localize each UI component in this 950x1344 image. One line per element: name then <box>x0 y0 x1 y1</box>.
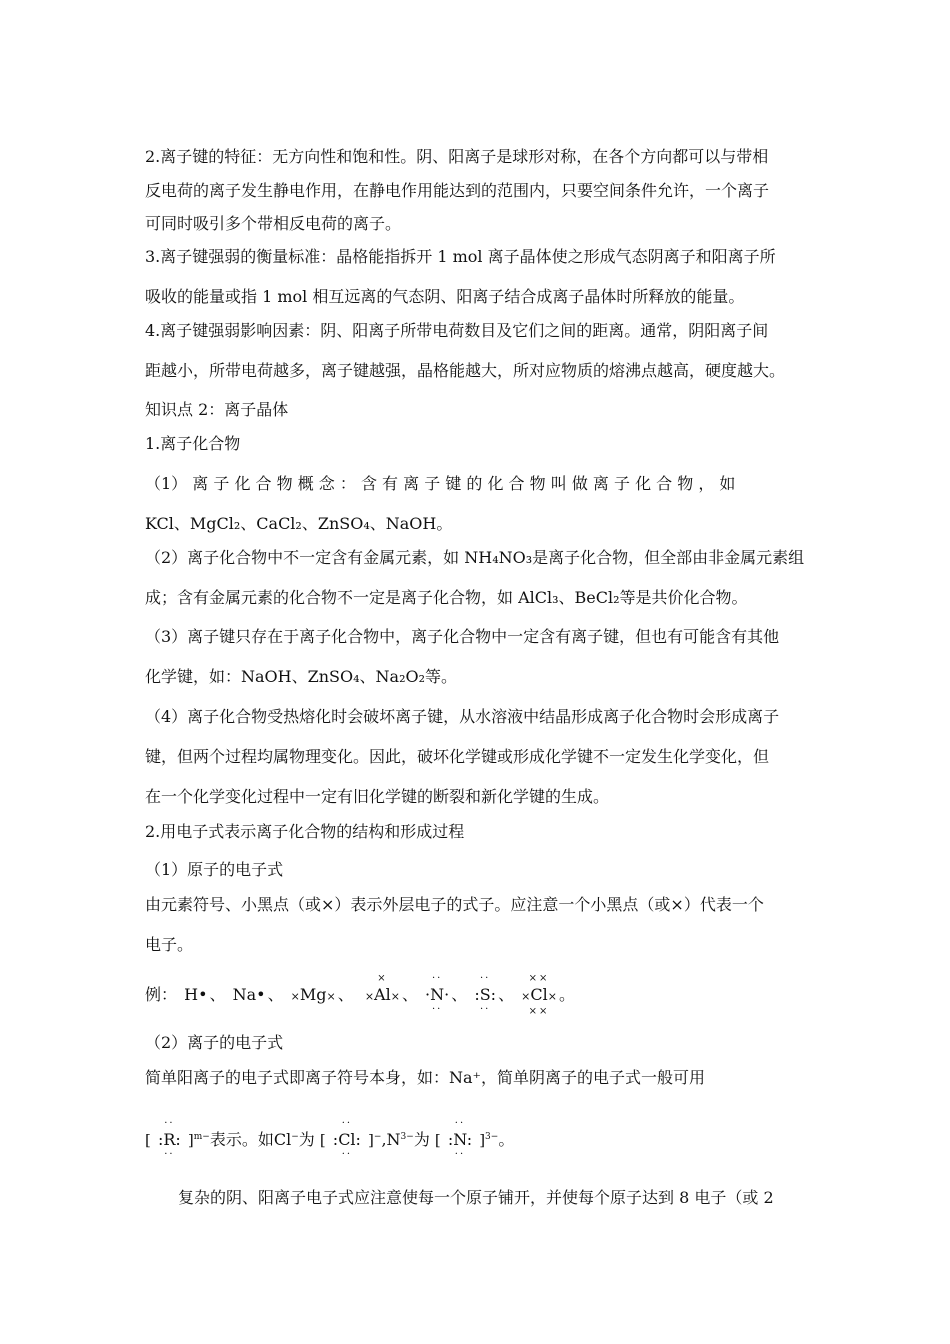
text-line: 2.离子键的特征：无方向性和饱和性。阴、阳离子是球形对称，在各个方向都可以与带相 <box>145 147 769 166</box>
n-atom: ·· ·N· ·· <box>425 973 450 1015</box>
text-line: （1） 离 子 化 合 物 概 念 ： 含 有 离 子 键 的 化 合 物 叫 做 离 子 化 合 物 ， 如 <box>145 474 736 493</box>
electron-dot-example: 例： H• 、 Na• 、 ×Mg× 、 × ×Al× 、 ·· ·N· ·· 、 ·· :S: ·· 、 ×× ×Cl× ×× 。 <box>145 973 575 1017</box>
text-line: 吸收的能量或指 1 mol 相互远离的气态阴、阳离子结合成离子晶体时所释放的能量。 <box>145 287 745 306</box>
text-line: （1）原子的电子式 <box>145 860 284 879</box>
text-line: （3）离子键只存在于离子化合物中，离子化合物中一定含有离子键，但也有可能含有其他 <box>145 627 780 646</box>
text-line: 在一个化学变化过程中一定有旧化学键的断裂和新化学键的生成。 <box>145 787 610 806</box>
r-symbol: ·· :R: ·· <box>157 1118 181 1160</box>
text-line: 成；含有金属元素的化合物不一定是离子化合物，如 AlCl₃、BeCl₂等是共价化合物。 <box>145 588 748 607</box>
cl-atom: ×× ×Cl× ×× <box>521 973 557 1017</box>
text-line: KCl、MgCl₂、CaCl₂、ZnSO₄、NaOH。 <box>145 514 453 533</box>
text-line: 由元素符号、小黑点（或×）表示外层电子的式子。应注意一个小黑点（或×）代表一个 <box>145 895 764 914</box>
subsection-heading: （2）离子的电子式 <box>145 1033 284 1052</box>
mg-atom: ×Mg× <box>290 985 336 1004</box>
text-line: 键，但两个过程均属物理变化。因此，破坏化学键或形成化学键不一定发生化学变化，但 <box>145 747 770 766</box>
text-line: （2）离子化合物中不一定含有金属元素，如 NH₄NO₃是离子化合物，但全部由非金属元素组 <box>145 548 805 567</box>
subsection-heading: 1.离子化合物 <box>145 434 241 453</box>
text-line: 距越小，所带电荷越多，离子键越强，晶格能越大，所对应物质的熔沸点越高，硬度越大。 <box>145 361 786 380</box>
text-line: 反电荷的离子发生静电作用，在静电作用能达到的范围内，只要空间条件允许，一个离子 <box>145 181 770 200</box>
cl-ion-symbol: ·· :Cl: ·· <box>332 1118 361 1160</box>
text-line: 3.离子键强弱的衡量标准：晶格能指拆开 1 mol 离子晶体使之形成气态阴离子和阳离子所 <box>145 247 776 266</box>
text-line: 化学键，如：NaOH、ZnSO₄、Na₂O₂等。 <box>145 667 458 686</box>
subsection-heading: 2.用电子式表示离子化合物的结构和形成过程 <box>145 822 465 841</box>
text-line: 复杂的阴、阳离子电子式应注意使每一个原子铺开，并使每个原子达到 8 电子（或 2 <box>178 1188 774 1207</box>
al-atom: × ×Al× <box>364 973 400 1004</box>
example-label: 例： <box>145 985 178 1004</box>
h-atom: H• <box>184 985 208 1004</box>
section-heading: 知识点 2：离子晶体 <box>145 400 289 419</box>
text-line: 电子。 <box>145 935 194 954</box>
s-atom: ·· :S: ·· <box>474 973 497 1015</box>
text-line: 可同时吸引多个带相反电荷的离子。 <box>145 214 402 233</box>
text-line: 简单阳离子的电子式即离子符号本身，如：Na⁺，简单阴离子的电子式一般可用 <box>145 1068 705 1087</box>
n-ion-symbol: ·· :N: ·· <box>447 1118 473 1160</box>
text-line: （4）离子化合物受热熔化时会破坏离子键，从水溶液中结晶形成离子化合物时会形成离子 <box>145 707 780 726</box>
anion-formula-line: [ ·· :R: ·· ]$^{m-}$表示。如Cl−为 [ ·· :Cl: ·· ]$^-,N^{3-}$为 [ ·· :N: ·· ]$^{3-}$。 <box>145 1118 515 1160</box>
na-atom: Na• <box>232 985 266 1004</box>
text-line: 4.离子键强弱影响因素：阴、阳离子所带电荷数目及它们之间的距离。通常，阴阳离子间 <box>145 321 769 340</box>
